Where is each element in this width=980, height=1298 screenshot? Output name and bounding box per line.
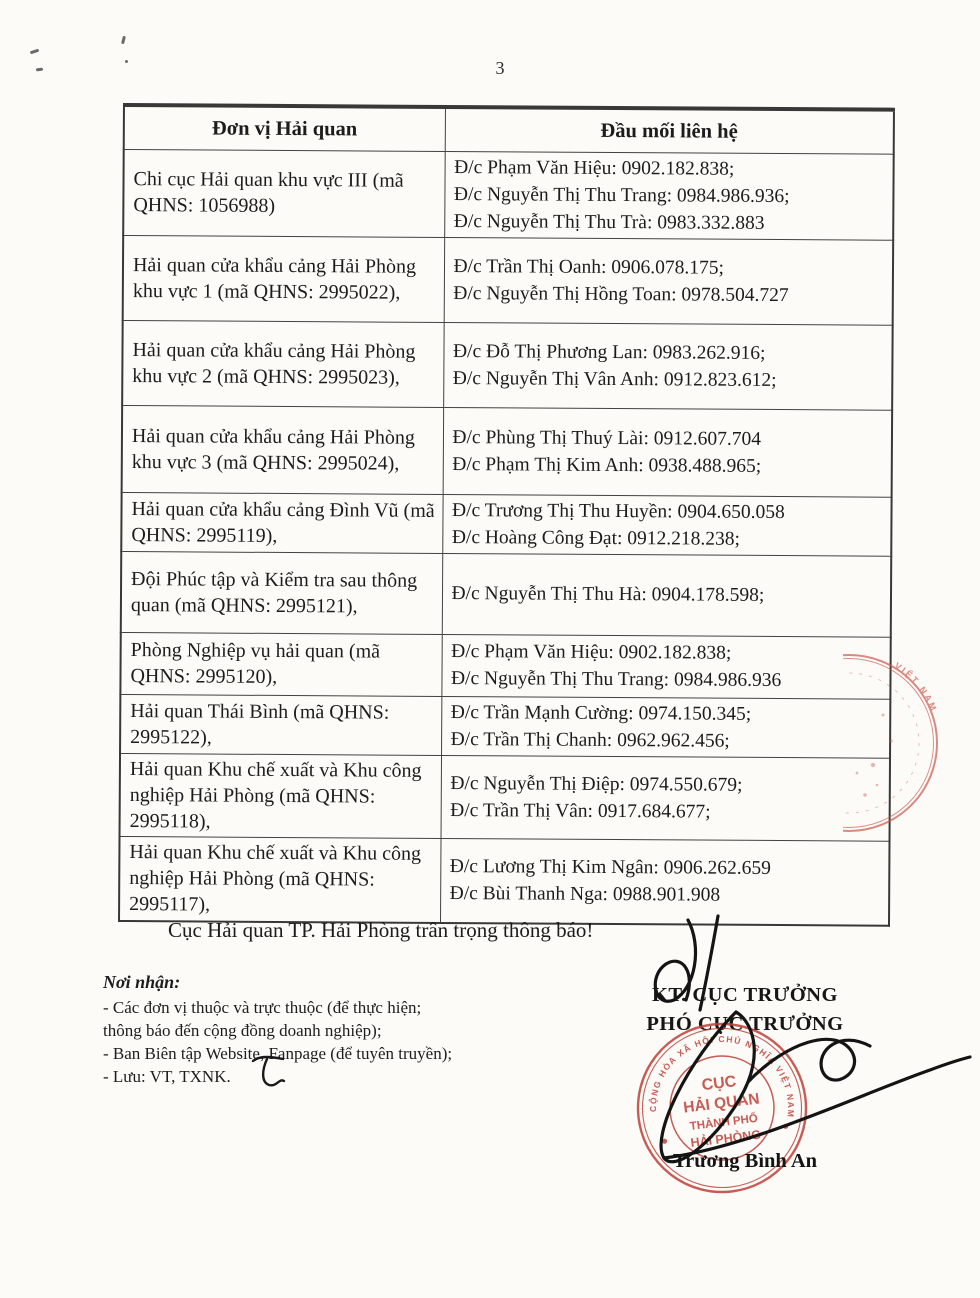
contact-line: Đ/c Trương Thị Thu Huyền: 0904.650.058 <box>451 499 785 523</box>
seal-center-line3: THÀNH PHỐ <box>689 1112 759 1134</box>
recipient-line: thông báo đến cộng đồng doanh nghiệp); <box>103 1021 382 1040</box>
signer-position-line1: KT. CỤC TRƯỞNG <box>651 984 838 1006</box>
seal-ring-text: CỘNG HÒA XÃ HỘI CHỦ NGHĨA VIỆT NAM <box>647 1033 797 1119</box>
contact-cell <box>444 151 894 240</box>
signer-name: Trương Bình An <box>672 1150 818 1172</box>
contact-line: Đ/c Trần Mạnh Cường: 0974.150.345; <box>450 701 752 725</box>
contact-line: Đ/c Đỗ Thị Phương Lan: 0983.262.916; <box>452 340 766 364</box>
contact-line: Đ/c Nguyễn Thị Vân Anh: 0912.823.612; <box>452 367 777 391</box>
contact-line: Đ/c Trần Thị Oanh: 0906.078.175; <box>453 255 725 279</box>
recipient-line: - Ban Biên tập Website, Fanpage (để tuyên truyền); <box>103 1044 453 1063</box>
contact-line: Đ/c Phạm Văn Hiệu: 0902.182.838; <box>451 641 732 664</box>
contact-line: Đ/c Trần Thị Chanh: 0962.962.456; <box>450 728 730 752</box>
unit-cell: Hải quan Thái Bình (mã QHNS: 2995122), <box>120 694 441 755</box>
contact-cell <box>444 237 894 325</box>
unit-cell: Hải quan cửa khẩu cảng Hải Phòng khu vực 3 (mã QHNS: 2995024), <box>122 405 444 494</box>
table-row <box>121 551 891 637</box>
contact-line: Đ/c Phạm Văn Hiệu: 0902.182.838; <box>454 156 735 180</box>
contact-line: Đ/c Nguyễn Thị Hồng Toan: 0978.504.727 <box>453 282 789 306</box>
column-header-contact: Đầu mối liên hệ <box>445 107 894 154</box>
unit-cell: Hải quan Khu chế xuất và Khu công nghiệp Hải Phòng (mã QHNS: 2995118), <box>120 753 442 838</box>
contact-line: Đ/c Lương Thị Kim Ngân: 0906.262.659 <box>449 856 772 880</box>
signer-position-line2: PHÓ CỤC TRƯỞNG <box>646 1013 844 1035</box>
table-row <box>120 694 890 758</box>
partial-seal <box>843 645 978 845</box>
contact-cell <box>443 322 893 410</box>
contact-cell <box>442 553 891 637</box>
scan-artifact <box>36 68 43 72</box>
table-row <box>120 753 890 841</box>
table-row <box>122 320 893 410</box>
unit-cell: Hải quan cửa khẩu cảng Đình Vũ (mã QHNS: 2995119), <box>121 492 442 553</box>
contact-line: Đ/c Hoàng Công Đạt: 0912.218.238; <box>451 526 741 550</box>
table-row <box>123 149 894 240</box>
page-number: 3 <box>495 58 505 78</box>
table-row <box>123 235 894 325</box>
recipients-block <box>103 972 543 1088</box>
contact-cell <box>441 634 890 699</box>
table-row <box>121 492 891 556</box>
unit-cell: Hải quan cửa khẩu cảng Hải Phòng khu vực 2 (mã QHNS: 2995023), <box>122 320 444 407</box>
unit-cell: Phòng Nghiệp vụ hải quan (mã QHNS: 2995120), <box>120 632 441 696</box>
scan-artifact <box>125 60 128 63</box>
contact-line: Đ/c Nguyễn Thị Điệp: 0974.550.679; <box>450 772 743 796</box>
contact-cell <box>440 838 890 926</box>
seal-center-line2: HẢI QUAN <box>682 1090 761 1117</box>
contact-cell <box>442 494 891 556</box>
contact-line: Đ/c Bùi Thanh Nga: 0988.901.908 <box>449 883 721 906</box>
seal-center-line1: CỤC <box>700 1073 738 1095</box>
unit-cell: Hải quan Khu chế xuất và Khu công nghiệp Hải Phòng (mã QHNS: 2995117), <box>119 836 441 923</box>
partial-seal-text: VIỆT NAM <box>892 660 940 714</box>
contact-line: Đ/c Nguyễn Thị Thu Hà: 0904.178.598; <box>451 583 765 606</box>
contact-line: Đ/c Nguyễn Thị Thu Trang: 0984.986.936 <box>450 668 782 692</box>
contact-line: Đ/c Phạm Thị Kim Anh: 0938.488.965; <box>452 453 762 477</box>
contact-cell <box>441 755 890 841</box>
table-row <box>122 405 893 497</box>
recipient-line: - Lưu: VT, TXNK. <box>103 1067 231 1086</box>
svg-text:VIỆT NAM <box>893 660 940 713</box>
scan-artifact <box>30 49 39 55</box>
column-header-unit: Đơn vị Hải quan <box>124 105 445 151</box>
contact-line: Đ/c Phùng Thị Thuý Lài: 0912.607.704 <box>452 426 762 450</box>
table-header-row <box>124 105 894 154</box>
unit-cell: Hải quan cửa khẩu cảng Hải Phòng khu vực 1 (mã QHNS: 2995022), <box>123 235 445 322</box>
table-row <box>120 632 890 699</box>
customs-contacts-table <box>118 103 895 927</box>
contact-line: Đ/c Nguyễn Thị Thu Trang: 0984.986.936; <box>453 183 790 207</box>
official-seal <box>628 1018 816 1202</box>
contact-cell <box>443 407 893 497</box>
contact-line: Đ/c Nguyễn Thị Thu Trà: 0983.332.883 <box>453 210 765 234</box>
unit-cell: Chi cục Hải quan khu vực III (mã QHNS: 1056988) <box>123 149 445 237</box>
contact-cell <box>441 696 890 758</box>
recipients-title: Nơi nhận: <box>103 972 181 992</box>
contact-line: Đ/c Trần Thị Vân: 0917.684.677; <box>450 799 711 823</box>
unit-cell: Đội Phúc tập và Kiểm tra sau thông quan (mã QHNS: 2995121), <box>121 551 442 634</box>
seal-center-line4: HẢI PHÒNG <box>689 1127 762 1151</box>
scan-artifact <box>121 36 126 44</box>
closing-statement: Cục Hải quan TP. Hải Phòng trân trọng thông báo! <box>168 918 594 942</box>
recipient-line: - Các đơn vị thuộc và trực thuộc (để thực hiện; <box>103 998 422 1017</box>
table-row <box>119 836 890 926</box>
